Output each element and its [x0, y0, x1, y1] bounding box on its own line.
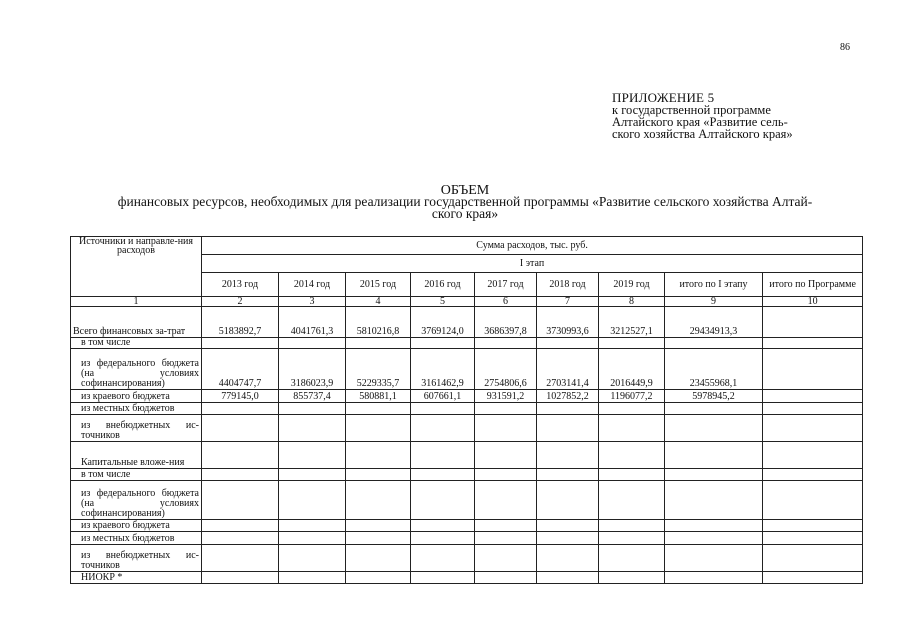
- cell-value: [475, 468, 537, 480]
- table-row: [71, 390, 863, 402]
- cell-value: [599, 571, 665, 583]
- row-label: из местных бюджетов: [71, 532, 202, 544]
- cell-value: 5810216,8: [346, 307, 411, 338]
- cell-value: [279, 571, 346, 583]
- table-row: [71, 480, 863, 519]
- cell-value: [537, 337, 599, 348]
- cell-value: [537, 544, 599, 571]
- cell-value: [279, 480, 346, 519]
- row-label: из федерального бюджета (на условиях софинансирования): [71, 480, 202, 519]
- row-label: Капитальные вложе-ния: [71, 441, 202, 468]
- cell-value: [537, 532, 599, 544]
- cell-value: 5978945,2: [665, 390, 763, 402]
- cell-value: [202, 532, 279, 544]
- appendix-line-1: к государственной программе: [612, 103, 771, 117]
- cell-value: [599, 337, 665, 348]
- cell-value: [346, 571, 411, 583]
- cell-value: 1196077,2: [599, 390, 665, 402]
- cell-value: [411, 402, 475, 414]
- cell-value: [411, 544, 475, 571]
- column-index: 10: [763, 297, 863, 307]
- table-row: [71, 532, 863, 544]
- row-label: из внебюджетных ис-точников: [71, 544, 202, 571]
- cell-value: [411, 337, 475, 348]
- row-label: из внебюджетных ис-точников: [71, 415, 202, 442]
- year-header: 2017 год: [475, 273, 537, 297]
- cell-value: 5183892,7: [202, 307, 279, 338]
- cell-value: 4041761,3: [279, 307, 346, 338]
- cell-value: 3730993,6: [537, 307, 599, 338]
- cell-value: [279, 415, 346, 442]
- cell-value: [202, 480, 279, 519]
- row-label: из местных бюджетов: [71, 402, 202, 414]
- appendix-block: [612, 92, 892, 140]
- year-header: 2019 год: [599, 273, 665, 297]
- cell-value: [665, 415, 763, 442]
- cell-value: [665, 544, 763, 571]
- row-label: Всего финансовых за-трат: [71, 307, 202, 338]
- cell-value: [763, 307, 863, 338]
- cell-value: 2016449,9: [599, 349, 665, 390]
- cell-value: [279, 468, 346, 480]
- cell-value: [665, 571, 763, 583]
- table-row: [71, 415, 863, 442]
- cell-value: [202, 441, 279, 468]
- cell-value: [346, 532, 411, 544]
- cell-value: 3212527,1: [599, 307, 665, 338]
- cell-value: [665, 480, 763, 519]
- cell-value: [411, 520, 475, 532]
- row-label: в том числе: [71, 337, 202, 348]
- cell-value: [475, 415, 537, 442]
- cell-value: [346, 402, 411, 414]
- table-row: [71, 468, 863, 480]
- cell-value: [202, 544, 279, 571]
- cell-value: [599, 415, 665, 442]
- document-subtitle: [60, 196, 870, 220]
- cell-value: [346, 337, 411, 348]
- cell-value: [279, 544, 346, 571]
- row-label: из федерального бюджета (на условиях софинансирования): [71, 349, 202, 390]
- column-index: 8: [599, 297, 665, 307]
- year-header: 2016 год: [411, 273, 475, 297]
- cell-value: 3769124,0: [411, 307, 475, 338]
- document-title: ОБЪЕМ: [440, 183, 490, 198]
- table-row: [71, 441, 863, 468]
- cell-value: 3186023,9: [279, 349, 346, 390]
- cell-value: [202, 402, 279, 414]
- cell-value: 1027852,2: [537, 390, 599, 402]
- cell-value: [346, 415, 411, 442]
- cell-value: [665, 441, 763, 468]
- column-index: 6: [475, 297, 537, 307]
- cell-value: 2754806,6: [475, 349, 537, 390]
- cell-value: [763, 337, 863, 348]
- year-header: 2018 год: [537, 273, 599, 297]
- cell-value: [475, 480, 537, 519]
- cell-value: [279, 402, 346, 414]
- cell-value: [475, 532, 537, 544]
- appendix-line-3: ского хозяйства Алтайского края»: [612, 127, 793, 141]
- row-label: из краевого бюджета: [71, 390, 202, 402]
- row-label: НИОКР *: [71, 571, 202, 583]
- cell-value: [763, 441, 863, 468]
- cell-value: [537, 415, 599, 442]
- cell-value: [202, 571, 279, 583]
- table-row: [71, 544, 863, 571]
- column-index: 5: [411, 297, 475, 307]
- table-row: [71, 307, 863, 338]
- column-index: 7: [537, 297, 599, 307]
- cell-value: 2703141,4: [537, 349, 599, 390]
- cell-value: 607661,1: [411, 390, 475, 402]
- cell-value: [665, 532, 763, 544]
- cell-value: [665, 520, 763, 532]
- cell-value: 5229335,7: [346, 349, 411, 390]
- table-row: [71, 571, 863, 583]
- cell-value: 855737,4: [279, 390, 346, 402]
- appendix-title: ПРИЛОЖЕНИЕ 5: [612, 90, 715, 105]
- cell-value: [411, 480, 475, 519]
- cell-value: [763, 402, 863, 414]
- row-label: из краевого бюджета: [71, 520, 202, 532]
- table-row: [71, 402, 863, 414]
- cell-value: [763, 468, 863, 480]
- year-header: 2015 год: [346, 273, 411, 297]
- cell-value: [411, 571, 475, 583]
- cell-value: 931591,2: [475, 390, 537, 402]
- cell-value: [411, 532, 475, 544]
- cell-value: [599, 544, 665, 571]
- cell-value: [599, 468, 665, 480]
- cell-value: [537, 468, 599, 480]
- sum-header: Сумма расходов, тыс. руб.: [202, 237, 863, 255]
- subtitle-line-2: ского края»: [431, 206, 499, 221]
- cell-value: [411, 441, 475, 468]
- cell-value: [475, 571, 537, 583]
- cell-value: [279, 532, 346, 544]
- cell-value: [763, 520, 863, 532]
- cell-value: [346, 544, 411, 571]
- source-header: Источники и направле-ния расходов: [71, 237, 202, 297]
- cell-value: [346, 520, 411, 532]
- cell-value: [537, 441, 599, 468]
- cell-value: 580881,1: [346, 390, 411, 402]
- table-row: [71, 520, 863, 532]
- cell-value: [763, 544, 863, 571]
- row-label: в том числе: [71, 468, 202, 480]
- cell-value: [763, 532, 863, 544]
- cell-value: [665, 402, 763, 414]
- cell-value: [599, 520, 665, 532]
- page-number: 86: [840, 42, 850, 53]
- cell-value: 4404747,7: [202, 349, 279, 390]
- cell-value: [475, 520, 537, 532]
- cell-value: [279, 337, 346, 348]
- cell-value: [346, 441, 411, 468]
- financing-table: [70, 236, 863, 584]
- cell-value: [537, 520, 599, 532]
- year-header: 2013 год: [202, 273, 279, 297]
- year-header: 2014 год: [279, 273, 346, 297]
- cell-value: 3161462,9: [411, 349, 475, 390]
- cell-value: [537, 480, 599, 519]
- cell-value: [202, 468, 279, 480]
- cell-value: [763, 349, 863, 390]
- cell-value: [202, 337, 279, 348]
- cell-value: [537, 571, 599, 583]
- cell-value: 779145,0: [202, 390, 279, 402]
- cell-value: [599, 532, 665, 544]
- cell-value: [202, 415, 279, 442]
- cell-value: [202, 520, 279, 532]
- cell-value: [411, 468, 475, 480]
- column-index: 2: [202, 297, 279, 307]
- total-program-header: итого по Программе: [763, 273, 863, 297]
- cell-value: [475, 441, 537, 468]
- column-index: 9: [665, 297, 763, 307]
- cell-value: [599, 480, 665, 519]
- subtitle-line-1: финансовых ресурсов, необходимых для реализации государственной программы «Развитие сельского хозяйства Алтай-: [117, 194, 813, 209]
- total-stage-header: итого по I этапу: [665, 273, 763, 297]
- cell-value: [537, 402, 599, 414]
- cell-value: [763, 480, 863, 519]
- column-index: 3: [279, 297, 346, 307]
- cell-value: [475, 337, 537, 348]
- cell-value: [599, 402, 665, 414]
- appendix-line-2: Алтайского края «Развитие сель-: [612, 115, 788, 129]
- cell-value: [411, 415, 475, 442]
- cell-value: [763, 390, 863, 402]
- table-row: [71, 349, 863, 390]
- cell-value: [346, 468, 411, 480]
- table-row: [71, 337, 863, 348]
- column-index: 1: [71, 297, 202, 307]
- cell-value: [665, 337, 763, 348]
- cell-value: 29434913,3: [665, 307, 763, 338]
- cell-value: 3686397,8: [475, 307, 537, 338]
- cell-value: [475, 402, 537, 414]
- cell-value: [475, 544, 537, 571]
- column-index: 4: [346, 297, 411, 307]
- cell-value: [763, 571, 863, 583]
- cell-value: [279, 520, 346, 532]
- cell-value: [763, 415, 863, 442]
- cell-value: 23455968,1: [665, 349, 763, 390]
- cell-value: [346, 480, 411, 519]
- cell-value: [665, 468, 763, 480]
- cell-value: [279, 441, 346, 468]
- cell-value: [599, 441, 665, 468]
- stage-header: I этап: [202, 255, 863, 273]
